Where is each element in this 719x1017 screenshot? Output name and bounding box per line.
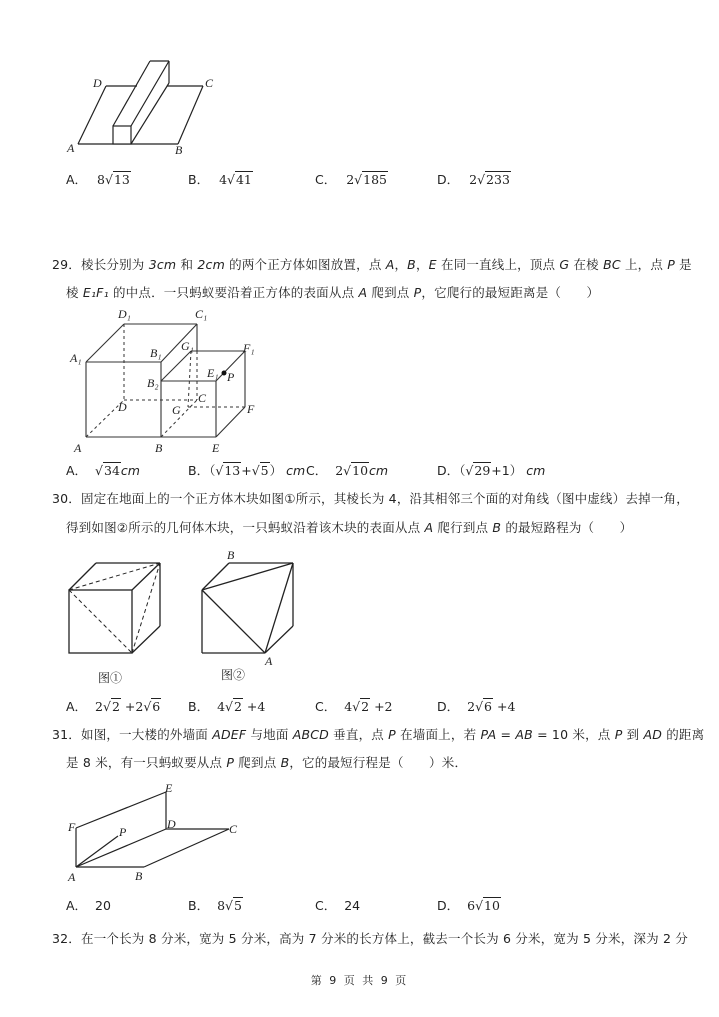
q28-option-d[interactable]: D． 2√233	[437, 172, 510, 187]
option-letter: C．	[315, 699, 337, 714]
q30-text-line1: 30．固定在地面上的一个正方体木块如图①所示，其棱长为 4，沿其相邻三个面的对角线（图中虚线）去掉一角，	[52, 491, 689, 506]
q29-option-b[interactable]: B．（√13+√5） cm	[188, 463, 306, 478]
coef: 2	[346, 172, 355, 187]
q29-label-g1: G₁	[181, 339, 194, 353]
q29-label-c1: C₁	[195, 307, 208, 321]
unit: cm	[120, 463, 140, 478]
q31-label-c: C	[229, 822, 238, 836]
q28-label-a: A	[67, 141, 75, 155]
coef: 2	[335, 463, 344, 478]
q29-label-d1: D₁	[118, 307, 131, 321]
q30-option-b[interactable]: B． 4√2 +4	[188, 699, 266, 714]
q30-option-d[interactable]: D． 2√6 +4	[437, 699, 516, 714]
q31-label-b: B	[135, 869, 143, 883]
radicand: 185	[363, 172, 387, 187]
option-letter: B．	[188, 898, 210, 913]
q29-option-d[interactable]: D．（√29+1） cm	[437, 463, 546, 478]
radicand: 5	[260, 463, 269, 478]
option-value: 20	[95, 898, 111, 913]
q31-label-d: D	[167, 817, 176, 831]
q28-label-d: D	[93, 76, 102, 90]
q31-label-f: F	[68, 820, 76, 834]
option-letter: D．	[437, 898, 460, 913]
q28-option-c[interactable]: C． 2√185	[315, 172, 387, 187]
q29-text-line2: 棱 E₁F₁ 的中点．一只蚂蚁要沿着正方体的表面从点 A 爬到点 P，它爬行的最短距离是（ ）	[66, 285, 600, 300]
option-value: 24	[344, 898, 361, 913]
q30-fig2-caption: 图②	[221, 668, 246, 682]
option-letter: C．	[315, 172, 337, 187]
coef: 8	[97, 172, 105, 187]
q31-text-line2: 是 8 米，有一只蚂蚁要从点 P 爬到点 B，它的最短行程是（ ）米．	[66, 755, 468, 770]
q29-label-g: G	[172, 403, 181, 417]
unit: cm	[526, 463, 546, 478]
radicand: 6	[484, 699, 492, 714]
option-letter: D．	[437, 699, 460, 714]
q29-label-f: F	[247, 402, 255, 416]
q30-label-b: B	[227, 548, 235, 562]
q31-option-c[interactable]	[315, 898, 360, 914]
radicand: 2	[361, 699, 370, 714]
q28-option-b[interactable]: B． 4√41	[188, 172, 252, 187]
q29-label-f1: F₁	[243, 341, 255, 355]
option-letter: C．	[315, 898, 337, 913]
q28-option-a[interactable]: A． 8√13	[66, 172, 130, 187]
radicand: 5	[233, 898, 242, 913]
option-letter: A．	[66, 172, 88, 187]
option-letter: A．	[66, 699, 88, 714]
radicand: 10	[352, 463, 369, 478]
option-letter: B．	[188, 172, 210, 187]
q29-label-e: E	[212, 441, 220, 455]
q29-label-p: P	[227, 370, 235, 384]
q30-option-a[interactable]: A． 2√2 +2√6	[66, 699, 161, 714]
q29-text-line1: 29．棱长分别为 3cm 和 2cm 的两个正方体如图放置，点 A，B，E 在同一直线上，顶点 G 在棱 BC 上，点 P 是	[52, 257, 692, 272]
option-letter: C．	[306, 463, 328, 478]
page-footer: 第 9 页 共 9 页	[310, 974, 409, 987]
q29-label-c: C	[198, 391, 207, 405]
q29-label-b1: B₁	[150, 346, 162, 360]
coef: 4	[219, 172, 228, 187]
option-letter: B．	[188, 699, 210, 714]
q28-label-c: C	[205, 76, 214, 90]
radicand: 2	[233, 699, 242, 714]
radicand: 29	[474, 463, 491, 478]
q30-text-line2: 得到如图②所示的几何体木块，一只蚂蚁沿着该木块的表面从点 A 爬行到点 B 的最短路程为（ ）	[66, 520, 633, 535]
q30-fig1-caption: 图①	[98, 671, 123, 685]
q29-label-b2: B₂	[147, 376, 159, 390]
q31-option-d[interactable]: D． 6√10	[437, 898, 500, 913]
q29-label-a1: A₁	[70, 351, 82, 365]
q29-label-e1: E₁	[207, 366, 219, 380]
option-letter: A．	[66, 463, 88, 478]
option-letter: D．	[437, 172, 460, 187]
coef: 2	[469, 172, 478, 187]
radicand: 41	[235, 172, 252, 187]
q29-label-d: D	[118, 400, 127, 414]
q31-option-b[interactable]: B． 8√5	[188, 898, 242, 913]
q28-label-b: B	[175, 143, 183, 157]
q30-option-c[interactable]: C． 4√2 +2	[315, 699, 393, 714]
q31-option-a[interactable]	[66, 898, 111, 914]
q30-label-a: A	[265, 654, 273, 668]
radicand: 34	[104, 463, 120, 478]
radicand: 10	[484, 898, 500, 913]
q31-label-p: P	[119, 825, 127, 839]
unit: cm	[369, 463, 389, 478]
q31-label-a: A	[68, 870, 76, 884]
radicand: 6	[152, 699, 161, 714]
q31-text-line1: 31．如图，一大楼的外墙面 ADEF 与地面 ABCD 垂直，点 P 在墙面上，若 PA = AB = 10 米，点 P 到 AD 的距离	[52, 727, 705, 742]
q29-label-a: A	[74, 441, 82, 455]
option-letter: B．	[188, 463, 210, 478]
q29-option-a[interactable]: A． √34cm	[66, 463, 140, 478]
radicand: 13	[113, 172, 130, 187]
q31-label-e: E	[165, 781, 173, 795]
option-letter: D．	[437, 463, 460, 478]
radicand: 233	[486, 172, 510, 187]
radicand: 13	[224, 463, 241, 478]
q29-option-c[interactable]: C． 2√10cm	[306, 463, 389, 478]
option-letter: A．	[66, 898, 88, 913]
radicand: 2	[111, 699, 120, 714]
q32-text-line1: 32．在一个长为 8 分米，宽为 5 分米，高为 7 分米的长方体上，截去一个长为 6 分米，宽为 5 分米，深为 2 分	[52, 931, 689, 946]
unit: cm	[286, 463, 306, 478]
q29-label-b: B	[155, 441, 163, 455]
